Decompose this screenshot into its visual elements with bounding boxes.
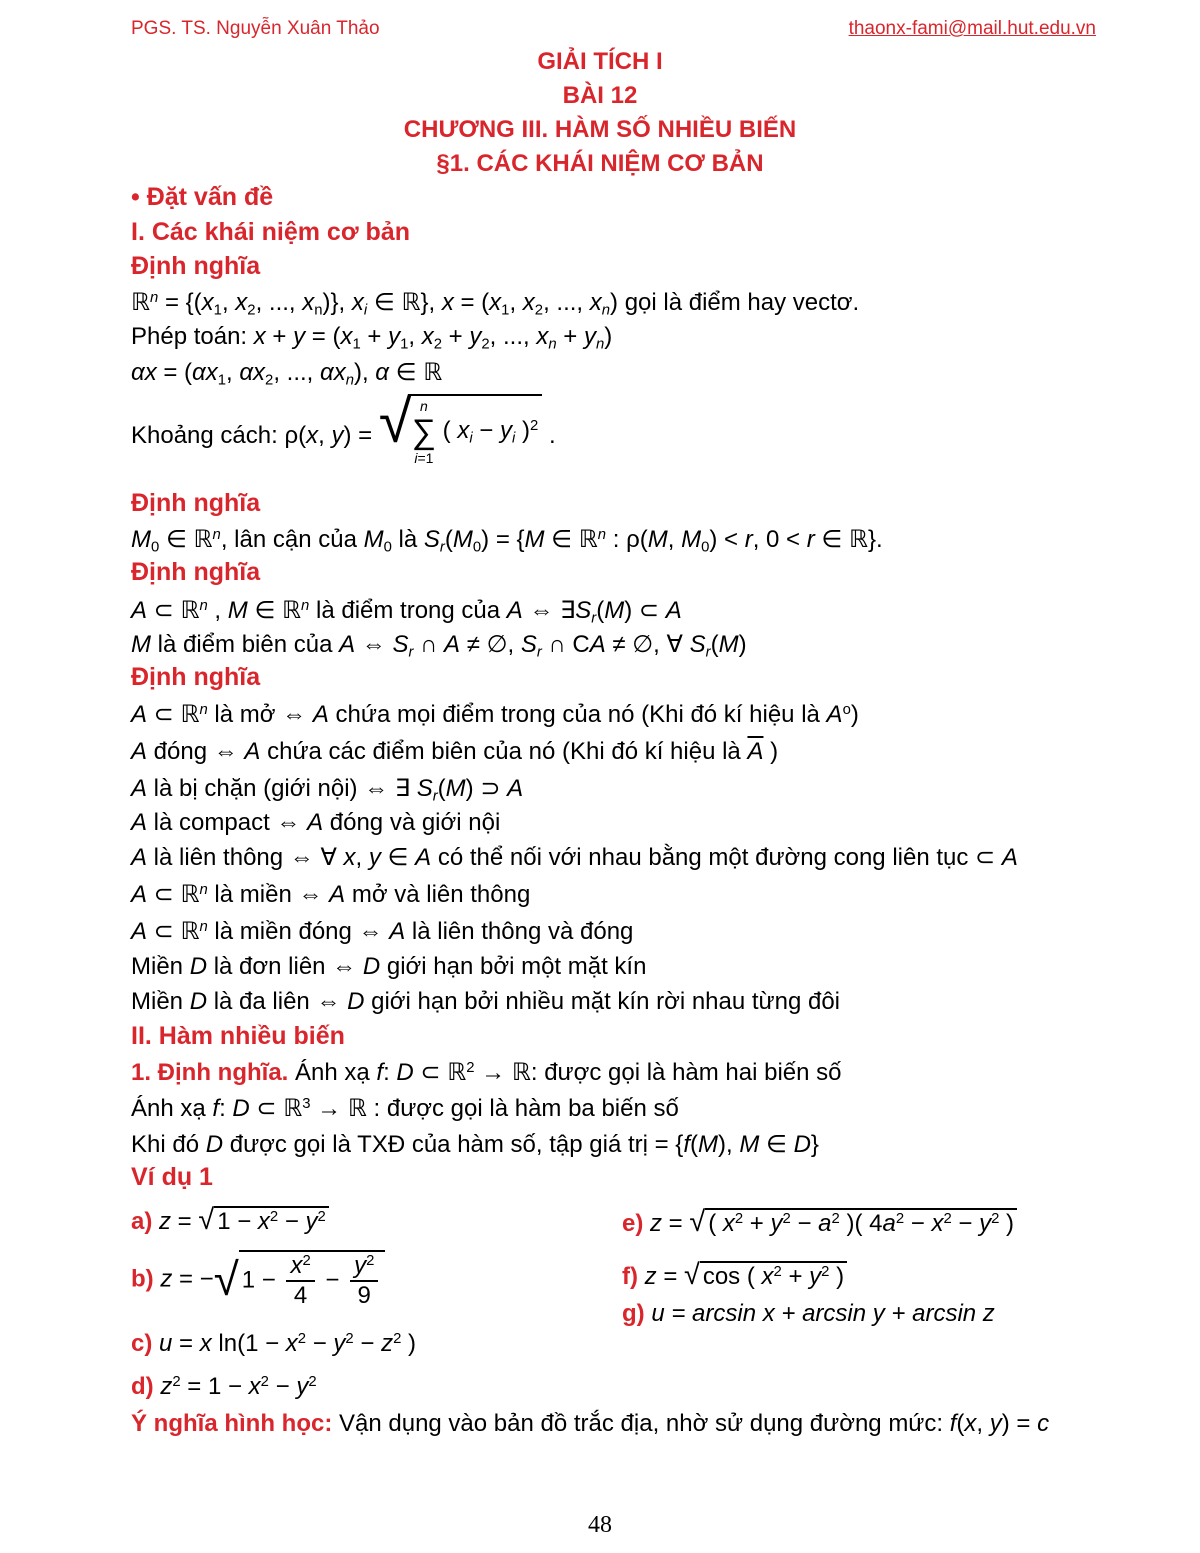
compact-line: A là compact ⇔ A đóng và giới nội (131, 809, 501, 836)
example-f: f) z = √ cos ( $x^2 + y^2$ ) (622, 1259, 847, 1292)
boundary-line: M là điểm biên của A ⇔ $S_r$ ∩ A ≠ ∅, $S_r$ ∩ CA ≠ ∅, ∀ $S_r(M)$ (131, 631, 747, 661)
example-d: d) $z^2 = 1 - x^2 - y^2$ (131, 1373, 317, 1400)
multiply-text: là đa liên ⇔ (207, 988, 348, 1015)
multiply-end: giới hạn bởi nhiều mặt kín rời nhau từng đôi (364, 988, 840, 1015)
section-title: §1. CÁC KHÁI NIỆM CƠ BẢN (436, 150, 764, 177)
distance-line: Khoảng cách: ρ(x, y) = √ n ∑ i=1 ( $x_i - y_i$ )$^2$ . (131, 388, 556, 466)
multiply-connected-line: Miền D là đa liên ⇔ D giới hạn bởi nhiều mặt kín rời nhau từng đôi (131, 988, 840, 1015)
txd-tail: được gọi là TXĐ của hàm số, tập giá trị = { (223, 1131, 684, 1158)
map2-line: 1. Định nghĩa. Ánh xạ f: D ⊂ ℝ$^2$ → ℝ: được gọi là hàm hai biến số (131, 1058, 842, 1086)
heading-def3: Định nghĩa (131, 558, 261, 586)
example-g-label: g) (622, 1300, 645, 1327)
multiply-label: Miền (131, 988, 190, 1015)
closed-tail: chứa các điểm biên của nó (Khi đó kí hiệu là (260, 738, 748, 765)
heading-part2: II. Hàm nhiều biến (131, 1022, 345, 1050)
operation-line: Phép toán: $x + y = (x_1 + y_1$, $x_2 + y_2$, ..., $x_n + y_n$) (131, 323, 613, 353)
example-b: b) z = −√ 1 − $\frac{x^2}{4}$ − $\frac{y^2}{9}$ (131, 1250, 385, 1310)
connected-tail: có thể nối với nhau bằng một đường cong liên tục ⊂ (431, 844, 1002, 871)
chapter-title: CHƯƠNG III. HÀM SỐ NHIỀU BIẾN (403, 116, 797, 143)
scalar-line: $\alpha x = (\alpha x_1$, $\alpha x_2$, ..., $\alpha x_n$), α ∈ ℝ (131, 358, 443, 389)
example-f-label: f) (622, 1263, 638, 1290)
closed-domain-text: là miền đóng ⇔ (207, 918, 390, 945)
example-a-label: a) (131, 1208, 153, 1235)
domain-line: A ⊂ ℝ$^n$ là miền ⇔ A mở và liên thông (131, 880, 531, 908)
txd-line: Khi đó D được gọi là TXĐ của hàm số, tập giá trị = {f(M), M ∈ D} (131, 1131, 819, 1158)
heading-part1: I. Các khái niệm cơ bản (131, 218, 410, 246)
example-b-label: b) (131, 1265, 154, 1293)
interior-line: A ⊂ ℝ$^n$ , M ∈ ℝ$^n$ là điểm trong của A ⇔ $\exists S_r(M)$ ⊂ A (131, 596, 682, 627)
bounded-line: A là bị chặn (giới nội) ⇔ ∃ $S_r(M)$ ⊃ A (131, 775, 524, 805)
example-g-formula: u = arcsin x + arcsin y + arcsin z (651, 1300, 995, 1327)
closed-domain-line: A ⊂ ℝ$^n$ là miền đóng ⇔ A là liên thông và đóng (131, 917, 634, 945)
geometry-text: Vận dụng vào bản đồ trắc địa, nhờ sử dụng đường mức: (332, 1410, 950, 1437)
connected-text: là liên thông ⇔ ∀ (147, 844, 344, 871)
simply-label: Miền (131, 953, 190, 980)
closed-text: đóng ⇔ (147, 738, 245, 765)
geometry-heading: Ý nghĩa hình học: (131, 1410, 333, 1437)
example-c: c) u = x $\ln(1 - x^2 - y^2 - z^2$ ) (131, 1330, 417, 1357)
distance-label: Khoảng cách: (131, 422, 285, 449)
closed-line: A đóng ⇔ A chứa các điểm biên của nó (Khi đó kí hiệu là $\overline{A}$ ) (131, 738, 779, 765)
bounded-text: là bị chặn (giới nội) ⇔ ∃ (147, 775, 417, 802)
map-label: Ánh xạ (288, 1059, 377, 1086)
rn-definition: ℝ$^n$ = {($x_1$, $x_2$, ..., $x_n$)}, $x_i$ ∈ ℝ}, $x = (x_1$, $x_2$, ..., $x_n$) gọi là điểm hay vectơ. (131, 288, 860, 319)
neighborhood-line: $M_0$ ∈ ℝ$^n$, lân cận của $M_0$ là $S_r(M_0) = \{M$ ∈ ℝ$^n$ : ρ(M, $M_0) < r$, 0 < r ∈ ℝ}. (131, 525, 883, 556)
simply-text: là đơn liên ⇔ (207, 953, 363, 980)
compact-tail: đóng và giới nội (323, 809, 501, 836)
example-d-label: d) (131, 1373, 154, 1400)
page-number: 48 (588, 1512, 612, 1538)
closed-domain-tail: là liên thông và đóng (405, 918, 634, 945)
heading-def1: Định nghĩa (131, 252, 261, 280)
heading-example: Ví dụ 1 (131, 1163, 213, 1191)
example-c-label: c) (131, 1330, 153, 1357)
map3-label: Ánh xạ (131, 1095, 213, 1122)
compact-text: là compact ⇔ (147, 809, 308, 836)
interior-text: là điểm trong của (309, 597, 507, 624)
open-text: là mở ⇔ (207, 701, 313, 728)
example-e: e) z = √ ( $x^2 + y^2 - a^2$ )( $4a^2 - x^2 - y^2$ ) (622, 1206, 1017, 1239)
example-e-label: e) (622, 1210, 644, 1237)
example-g (622, 1300, 995, 1328)
domain-tail: mở và liên thông (345, 881, 531, 908)
open-line: A ⊂ ℝ$^n$ là mở ⇔ A chứa mọi điểm trong của nó (Khi đó kí hiệu là $A^o$) (131, 700, 859, 728)
heading-problem: • Đặt vấn đề (131, 183, 274, 211)
domain-text: là miền ⇔ (207, 881, 330, 908)
course-title: GIẢI TÍCH I (537, 48, 663, 75)
operation-label: Phép toán: (131, 323, 254, 350)
boundary-text: là điểm biên của (151, 631, 340, 658)
example-a: a) z = √ $1 - x^2 - y^2$ (131, 1204, 329, 1237)
lesson-title: BÀI 12 (562, 82, 638, 109)
vector-text: gọi là điểm hay vectơ. (618, 289, 860, 316)
heading-def4: Định nghĩa (131, 663, 261, 691)
simply-end: giới hạn bởi một mặt kín (380, 953, 647, 980)
map3-tail: : được gọi là hàm ba biến số (366, 1095, 679, 1122)
connected-line: A là liên thông ⇔ ∀ x, y ∈ A có thể nối với nhau bằng một đường cong liên tục ⊂ A (131, 844, 1018, 871)
heading-def2: Định nghĩa (131, 489, 261, 517)
geometry-line: Ý nghĩa hình học: Vận dụng vào bản đồ trắc địa, nhờ sử dụng đường mức: f(x, y) = c (131, 1410, 1050, 1437)
txd-label: Khi đó (131, 1131, 206, 1158)
map2-tail: : được gọi là hàm hai biến số (530, 1059, 842, 1086)
author-name: PGS. TS. Nguyễn Xuân Thảo (131, 18, 380, 39)
map3-line: Ánh xạ f: D ⊂ ℝ$^3$ → ℝ : được gọi là hàm ba biến số (131, 1094, 679, 1122)
heading-def-fn: 1. Định nghĩa. (131, 1059, 289, 1086)
neighborhood-text: , lân cận của (220, 526, 364, 553)
open-tail: chứa mọi điểm trong của nó (Khi đó kí hiệu là (328, 701, 827, 728)
simply-connected-line: Miền D là đơn liên ⇔ D giới hạn bởi một mặt kín (131, 953, 647, 980)
author-email-link[interactable]: thaonx-fami@mail.hut.edu.vn (848, 18, 1096, 39)
